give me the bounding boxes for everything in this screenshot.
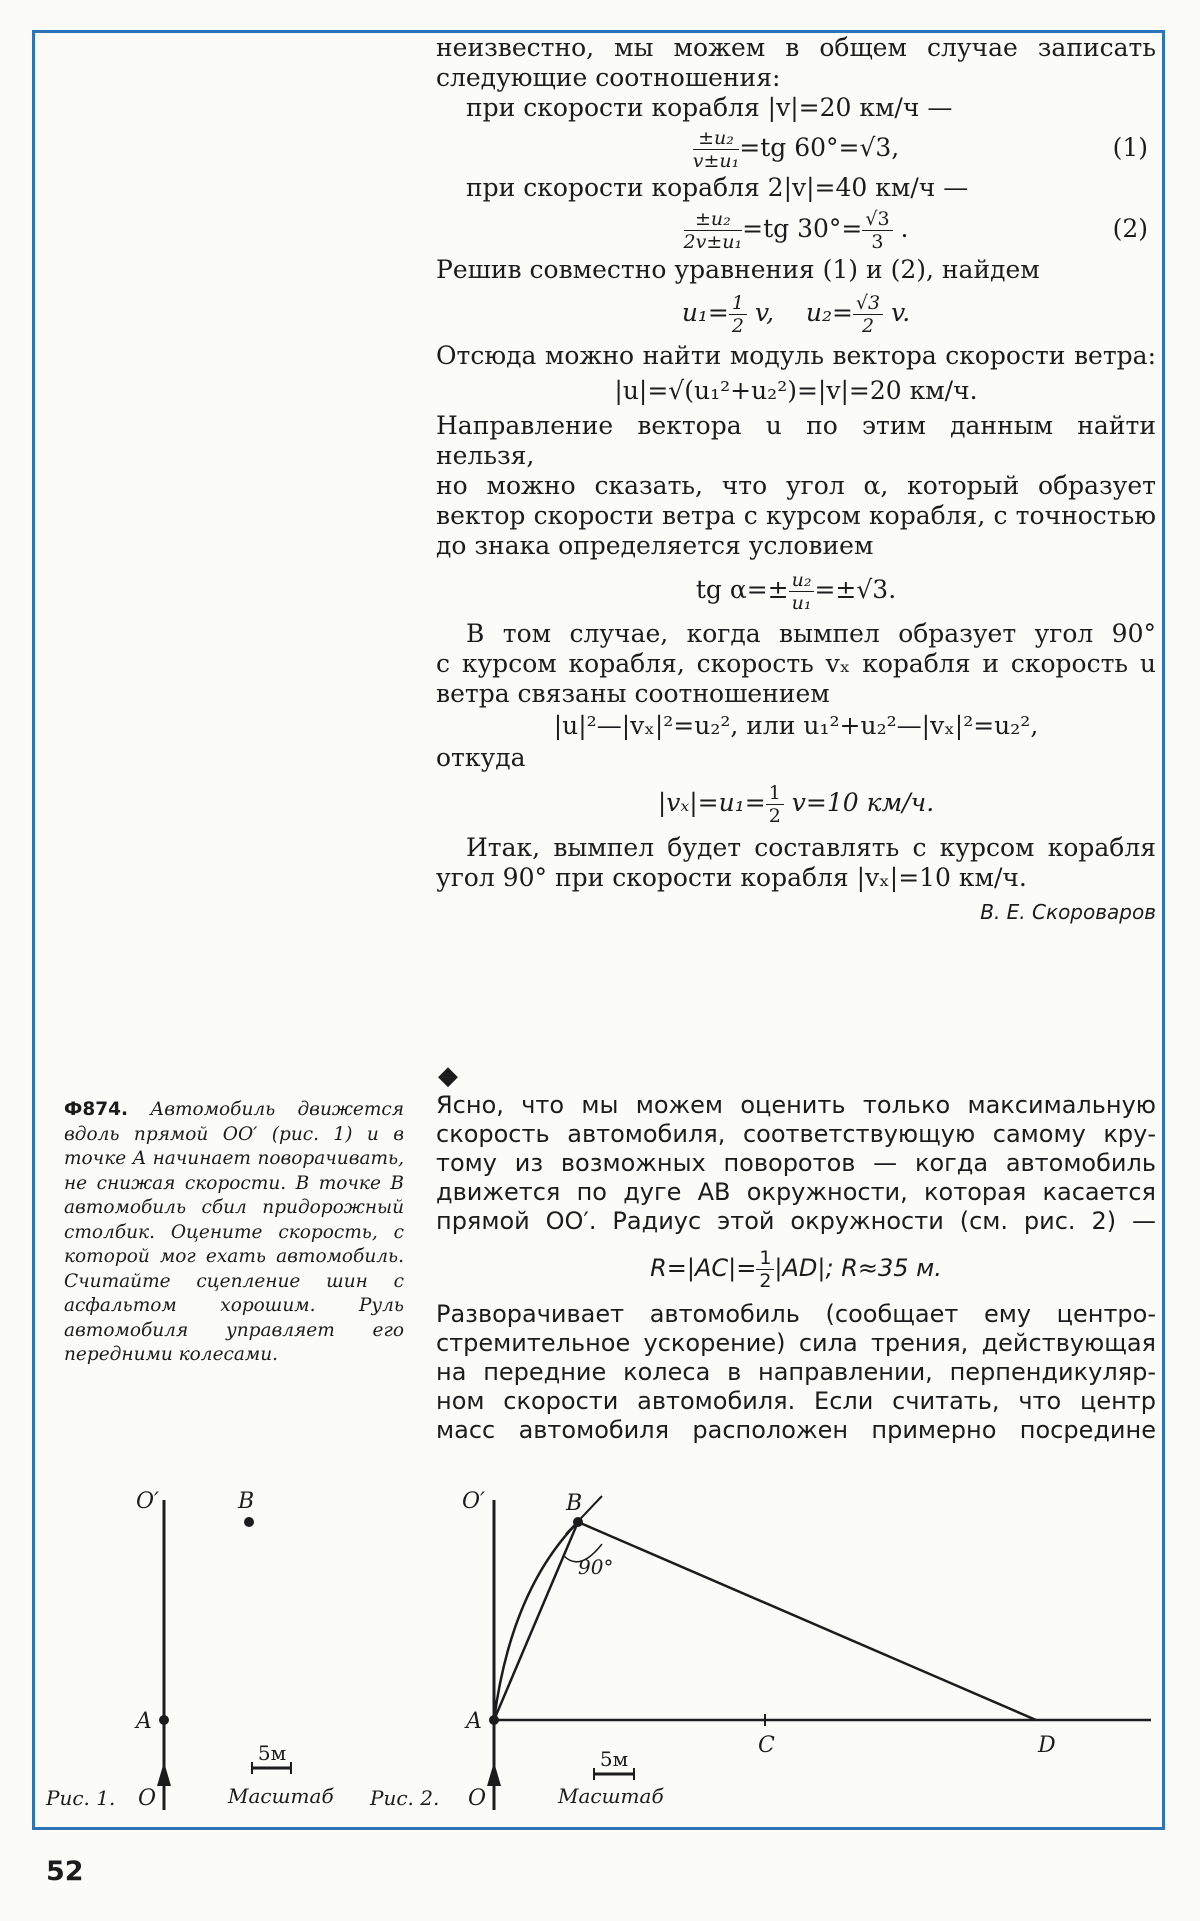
label-c: C xyxy=(758,1733,775,1758)
label-a: A xyxy=(466,1709,482,1734)
text-line: Разворачивает автомобиль (сообщает ему центро- xyxy=(436,1300,1156,1328)
text-line: вектор скорости ветра с курсом корабля, с точностью xyxy=(436,501,1156,530)
author-signature: В. Е. Скороваров xyxy=(980,900,1156,924)
equation-number: (2) xyxy=(1112,214,1148,243)
equation-2: $\frac{\text{±u₂}}{\text{2v±u₁}}$ =tg 30°= $\frac{√3}{3}$ . (2) xyxy=(436,203,1156,255)
u-components: u₁= $\frac{1}{2}$ v, u₂= $\frac{√3}{2}$ v. xyxy=(681,292,911,337)
solution-bottom xyxy=(436,1062,1156,1445)
label-o-prime: O′ xyxy=(136,1489,160,1514)
text-line: но можно сказать, что угол α, который образует xyxy=(436,471,1156,500)
text-line: откуда xyxy=(436,743,526,772)
label-d: D xyxy=(1038,1733,1056,1758)
figure-caption: Рис. 1. xyxy=(46,1786,116,1810)
label-b: B xyxy=(238,1489,255,1514)
text-line: при скорости корабля |v|=20 км/ч — xyxy=(466,93,953,122)
problem-number: Ф874. xyxy=(64,1099,128,1120)
wind-formula: |u|=√(u₁²+u₂²)=|v|=20 км/ч. xyxy=(614,376,978,405)
text-line: следующие соотношения: xyxy=(436,63,781,92)
text-line: при скорости корабля 2|v|=40 км/ч — xyxy=(466,173,969,202)
arrow-up-icon xyxy=(157,1762,171,1786)
text-line: с курсом корабля, скорость vₓ корабля и скорость u xyxy=(436,649,1156,678)
scale-value: 5м xyxy=(257,1741,287,1765)
solution-top xyxy=(436,33,1156,927)
line-bd xyxy=(578,1522,1036,1720)
diamond-icon: ◆ xyxy=(438,1061,458,1091)
arrow-up-icon xyxy=(487,1762,501,1786)
vx-formula: |vₓ|=u₁= $\frac{1}{2}$ v=10 км/ч. xyxy=(657,782,935,827)
tg-formula: tg α=± $\frac{\text{u₂}}{\text{u₁}}$ =±√3. xyxy=(695,569,897,614)
point-b xyxy=(244,1517,254,1527)
label-o-prime: O′ xyxy=(462,1489,486,1514)
text-line: на передние колеса в направлении, перпендикуляр- xyxy=(436,1358,1156,1386)
point-a xyxy=(159,1715,169,1725)
label-o: O xyxy=(468,1786,487,1811)
scale-label: Масштаб xyxy=(558,1784,664,1808)
text-line: ном скорости автомобиля. Если считать, что центр xyxy=(436,1387,1156,1415)
text-line: Решив совместно уравнения (1) и (2), найдем xyxy=(436,255,1040,284)
radius-formula: R=|AC|= $\frac{1}{2}$ |AD|; R≈35 м. xyxy=(650,1246,942,1292)
problem-statement xyxy=(64,1098,404,1368)
text-line: неизвестно, мы можем в общем случае записать xyxy=(436,33,1156,62)
text-line: масс автомобиля расположен примерно посредине xyxy=(436,1416,1156,1444)
text-line: В том случае, когда вымпел образует угол 90° xyxy=(466,619,1156,648)
label-b: B xyxy=(566,1491,583,1516)
point-b xyxy=(573,1517,583,1527)
figure-caption: Рис. 2. xyxy=(370,1786,440,1810)
relation-formula: |u|²—|vₓ|²=u₂², или u₁²+u₂²—|vₓ|²=u₂², xyxy=(553,711,1039,740)
point-a xyxy=(489,1715,499,1725)
figure-2 xyxy=(366,1470,1156,1820)
chord-ab xyxy=(494,1522,578,1720)
equation-1: $\frac{\text{±u₂}}{\text{v±u₁}}$ =tg 60°=√3, (1) xyxy=(436,123,1156,173)
problem-text: Автомобиль движется вдоль прямой OO′ (рис. 1) и в точке A начинает поворачивать, не снижая скорости. В точке B автомобиль сбил придорожный столбик. Оцените скорость, с которой мог ехать автомобиль. Считайте сцепление шин с асфальтом хорошим. Руль автомобиля управляет его передними колесами. xyxy=(64,1099,404,1365)
text-line: скорость автомобиля, соответствующую самому кру- xyxy=(436,1120,1156,1148)
page-number: 52 xyxy=(46,1856,84,1887)
equation-number: (1) xyxy=(1112,133,1148,162)
angle-label: 90° xyxy=(578,1555,614,1579)
text-line: движется по дуге AB окружности, которая касается xyxy=(436,1178,1156,1206)
text-line: ветра связаны соотношением xyxy=(436,679,830,708)
text-line: Направление вектора u по этим данным найти нельзя, xyxy=(436,411,1156,470)
scale-value: 5м xyxy=(599,1747,629,1771)
text-line: тому из возможных поворотов — когда автомобиль xyxy=(436,1149,1156,1177)
text-line: Итак, вымпел будет составлять с курсом корабля xyxy=(466,833,1156,862)
text-line: прямой OO′. Радиус этой окружности (см. рис. 2) — xyxy=(436,1207,1156,1235)
label-a: A xyxy=(136,1709,152,1734)
label-o: O xyxy=(138,1786,157,1811)
text-line: Отсюда можно найти модуль вектора скорости ветра: xyxy=(436,341,1156,370)
text-line: стремительное ускорение) сила трения, действующая xyxy=(436,1329,1156,1357)
text-line: угол 90° при скорости корабля |vₓ|=10 км/ч. xyxy=(436,863,1027,892)
scale-label: Масштаб xyxy=(228,1784,334,1808)
text-line: до знака определяется условием xyxy=(436,531,874,560)
text-line: Ясно, что мы можем оценить только максимальную xyxy=(436,1091,1156,1119)
